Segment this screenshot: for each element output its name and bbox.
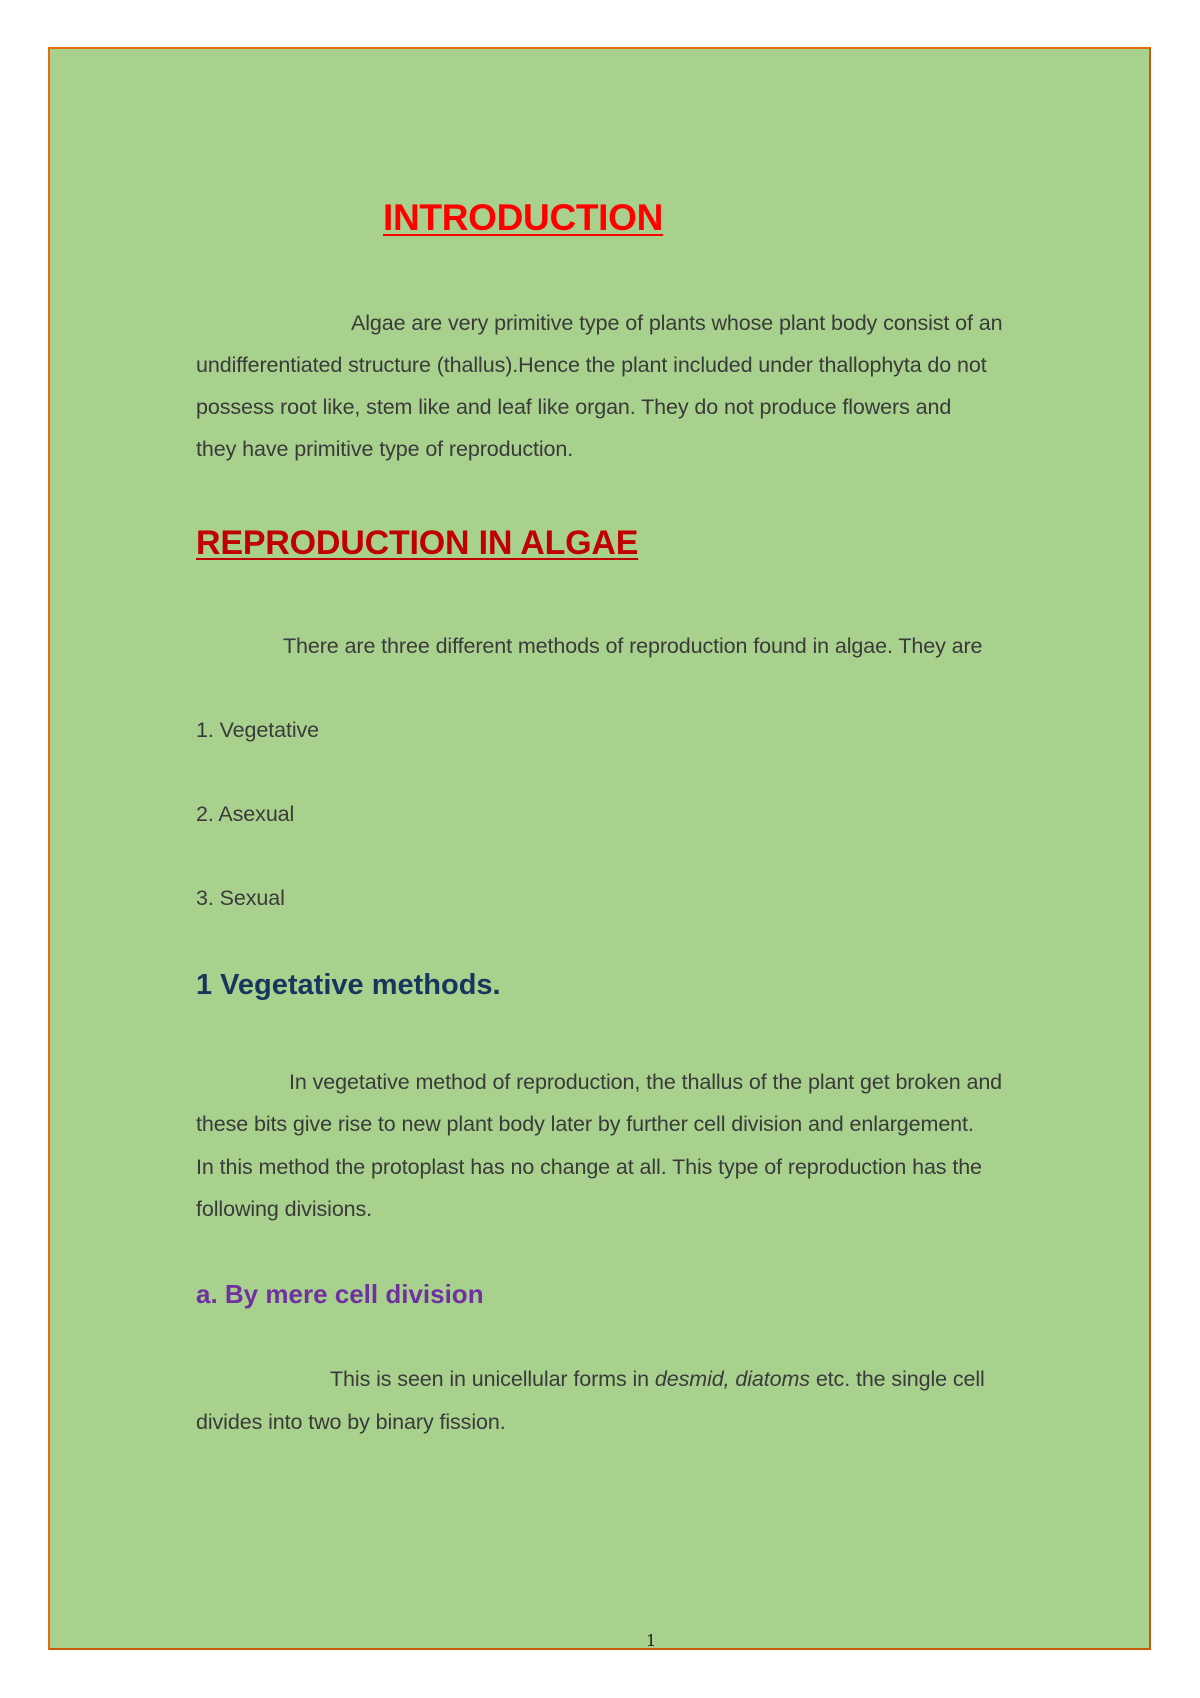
cell-division-line-1 (330, 1367, 985, 1392)
cell-division-heading: a. By mere cell division (196, 1279, 484, 1309)
intro-line-2: undifferentiated structure (thallus).Hence the plant included under thallophyta do not (196, 353, 987, 377)
cell-division-line-2: divides into two by binary fission. (196, 1410, 506, 1434)
organism-examples: desmid, diatoms (654, 1367, 810, 1391)
intro-line-3: possess root like, stem like and leaf like organ. They do not produce flowers and (196, 395, 952, 419)
intro-line-1: Algae are very primitive type of plants whose plant body consist of an (351, 311, 1003, 335)
page-number: 1 (646, 1631, 657, 1650)
vegetative-line-3: In this method the protoplast has no change at all. This type of reproduction has the (196, 1155, 982, 1179)
introduction-heading: INTRODUCTION (383, 197, 664, 238)
vegetative-heading: 1 Vegetative methods. (196, 969, 501, 1001)
cell-division-text-pre: This is seen in unicellular forms in (330, 1367, 655, 1391)
document-page (48, 47, 1151, 1650)
intro-line-4: they have primitive type of reproduction. (196, 437, 574, 461)
vegetative-line-2: these bits give rise to new plant body later by further cell division and enlargement. (196, 1112, 974, 1136)
reproduction-heading: REPRODUCTION IN ALGAE (196, 524, 639, 562)
methods-intro: There are three different methods of reproduction found in algae. They are (283, 634, 983, 658)
method-item-asexual: 2. Asexual (196, 802, 295, 826)
method-item-vegetative: 1. Vegetative (196, 718, 320, 742)
vegetative-line-4: following divisions. (196, 1197, 373, 1221)
vegetative-line-1: In vegetative method of reproduction, the thallus of the plant get broken and (289, 1070, 1003, 1094)
method-item-sexual: 3. Sexual (196, 886, 285, 910)
cell-division-text-post: etc. the single cell (809, 1367, 985, 1391)
